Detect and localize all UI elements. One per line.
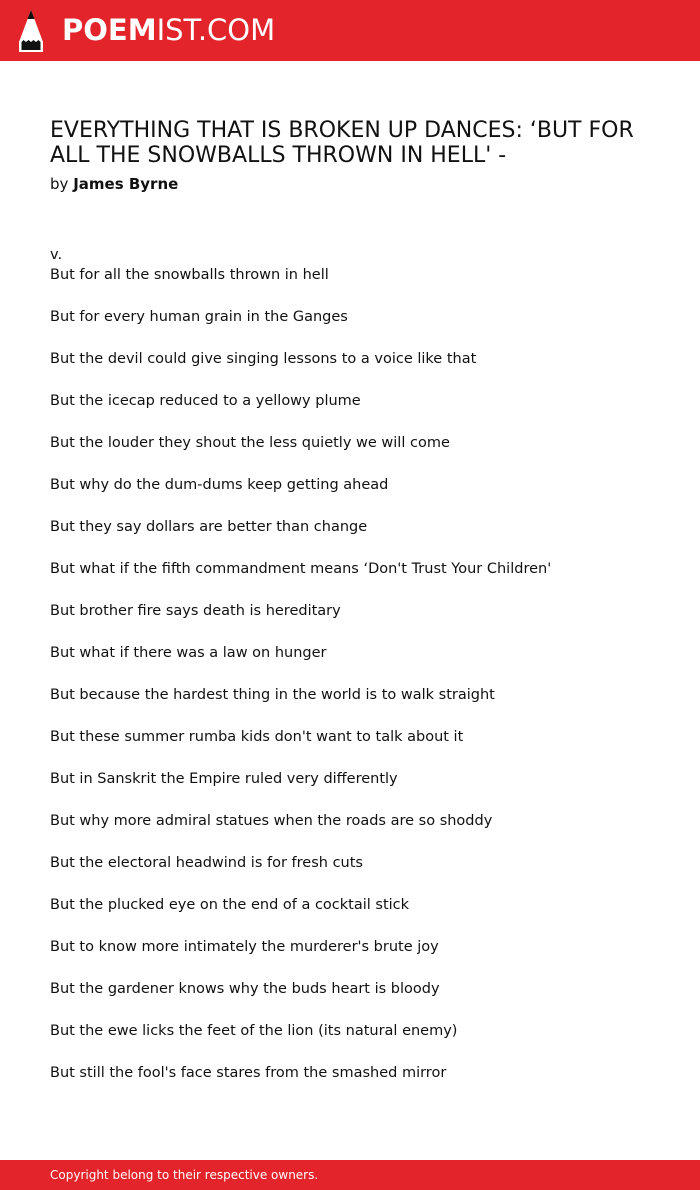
poem-line: But for all the snowballs thrown in hell	[50, 267, 329, 283]
poem-line: But the icecap reduced to a yellowy plume	[50, 393, 361, 409]
poem-title: EVERYTHING THAT IS BROKEN UP DANCES: ‘BUT FOR ALL THE SNOWBALLS THROWN IN HELL' -	[50, 118, 634, 168]
pencil-tip-icon[interactable]	[17, 9, 45, 53]
poem-line: But because the hardest thing in the world is to walk straight	[50, 687, 495, 703]
brand-bold-text: POEM	[62, 13, 157, 47]
poem-line: But why do the dum-dums keep getting ahead	[50, 477, 389, 493]
poem-line: But what if there was a law on hunger	[50, 645, 327, 661]
poem-line: But why more admiral statues when the roads are so shoddy	[50, 813, 493, 829]
poem-line: But the louder they shout the less quietly we will come	[50, 435, 450, 451]
poem-line: But to know more intimately the murderer's brute joy	[50, 939, 439, 955]
poem-line: But they say dollars are better than change	[50, 519, 368, 535]
poem-line: But still the fool's face stares from the smashed mirror	[50, 1065, 447, 1081]
poem-line: But what if the fifth commandment means ‘Don't Trust Your Children'	[50, 561, 552, 577]
poem-line: But the electoral headwind is for fresh cuts	[50, 855, 363, 871]
poem-body	[50, 245, 670, 1105]
poem-line: But brother fire says death is hereditary	[50, 603, 341, 619]
poem-line: But the devil could give singing lessons to a voice like that	[50, 351, 477, 367]
brand-light-text: IST.COM	[156, 13, 276, 47]
byline	[50, 174, 178, 194]
site-footer	[0, 1160, 700, 1190]
poem-line: But the ewe licks the feet of the lion (its natural enemy)	[50, 1023, 458, 1039]
site-logo-text[interactable]	[62, 11, 275, 49]
poem-line: But these summer rumba kids don't want to talk about it	[50, 729, 464, 745]
poem-line: But the gardener knows why the buds heart is bloody	[50, 981, 440, 997]
site-header	[0, 0, 700, 61]
poem-line: But the plucked eye on the end of a cocktail stick	[50, 897, 410, 913]
poem-section-label: v.	[50, 247, 63, 263]
by-label: by	[50, 175, 69, 193]
poem-line: But for every human grain in the Ganges	[50, 309, 348, 325]
poem-line: But in Sanskrit the Empire ruled very differently	[50, 771, 398, 787]
author-name[interactable]: James Byrne	[73, 175, 179, 193]
copyright-text: Copyright belong to their respective owners.	[50, 1168, 319, 1182]
